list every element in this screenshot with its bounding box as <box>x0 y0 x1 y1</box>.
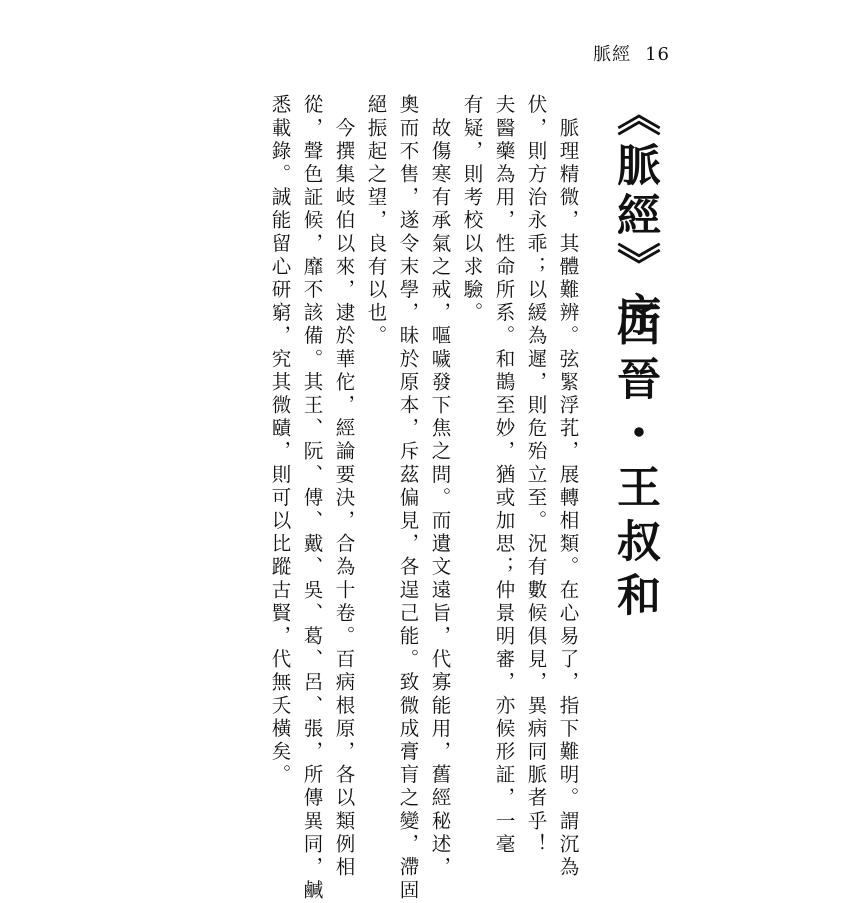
page-number: 16 <box>645 44 670 65</box>
text-column: 故傷寒有承氣之戒，嘔噦發下焦之問。而遺文遠旨，代寡能用，舊經秘述， <box>428 94 452 880</box>
running-header <box>593 40 670 66</box>
text-column: 有疑，則考校以求驗。 <box>460 94 484 325</box>
chapter-author: 西晉・王叔和 <box>609 302 660 626</box>
chapter-title: 《脈經》序 <box>609 92 660 342</box>
text-column: 伏，則方治永乖；以緩為遲，則危殆立至。況有數候俱見，異病同脈者乎！ <box>524 94 548 857</box>
text-column: 從，聲色証候，靡不該備。其王、阮、傅、戴、吳、葛、呂、張，所傳異同，鹹 <box>300 94 324 903</box>
running-header-title: 脈經 <box>593 44 632 65</box>
text-column: 夫醫藥為用，性命所系。和鵲至妙，猶或加思；仲景明審，亦候形証，一毫 <box>492 94 516 857</box>
text-column: 悉載錄。誠能留心研窮，究其微賾，則可以比蹤古賢，代無夭橫矣。 <box>268 94 292 787</box>
text-column: 奧而不售，遂令末學，昧於原本，斥茲偏見，各逞己能。致微成膏肓之變，滯固 <box>396 94 420 903</box>
text-column: 脈理精微，其體難辨。弦緊浮芤，展轉相類。在心易了，指下難明。謂沉為 <box>556 94 580 880</box>
text-column: 絕振起之望，良有以也。 <box>364 94 388 349</box>
text-column: 今撰集岐伯以來，逮於華佗，經論要決，合為十卷。百病根原，各以類例相 <box>332 94 356 880</box>
